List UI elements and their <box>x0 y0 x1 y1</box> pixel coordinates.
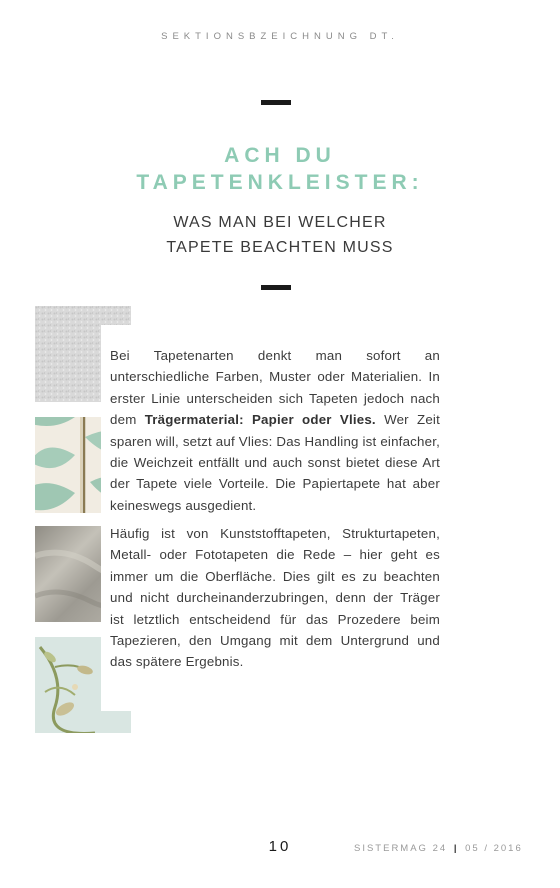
section-label: SEKTIONSBZEICHNUNG DT. <box>161 31 399 42</box>
title-line-2: TAPETENKLEISTER: <box>136 171 424 194</box>
footer-magazine-issue: SISTERMAG 24 | 05 / 2016 <box>354 843 523 854</box>
title-top-rule <box>261 100 291 105</box>
subtitle-line-2: TAPETE BEACHTEN MUSS <box>166 239 394 256</box>
subtitle-line-1: WAS MAN BEI WELCHER <box>173 214 387 231</box>
body-paragraph-1-highlight: Trägermaterial: Papier oder Vlies. <box>144 412 376 428</box>
title-bottom-rule <box>261 285 291 290</box>
body-paragraph-1: Bei Tapetenarten denkt man sofort an unterschiedliche Farben, Muster oder Materialien. In erster Linie unterscheiden sich Tapeten jedoch nach dem Trägermaterial: Papier oder Vlies. Wer Zeit sparen will, setzt auf Vlies: Das Handling ist einfacher, die Weichzeit entfällt und auch sonst bietet diese Art der Tapete viele Vorteile. Die Papiertapete hat aber keineswegs ausgedient. <box>110 348 440 513</box>
title-line-1: ACH DU <box>224 144 336 167</box>
page-number: 10 <box>268 838 292 855</box>
body-paragraph-2: Häufig ist von Kunststofftapeten, Strukturtapeten, Metall- oder Fototapeten die Rede – hier geht es immer um die Oberfläche. Dies gilt es zu beachten und nicht durcheinanderzubringen, denn der Träger ist letztlich entscheidend für das Prozedere beim Tapezieren, den Umgang mit dem Untergrund und das spätere Ergebnis. <box>110 526 440 670</box>
